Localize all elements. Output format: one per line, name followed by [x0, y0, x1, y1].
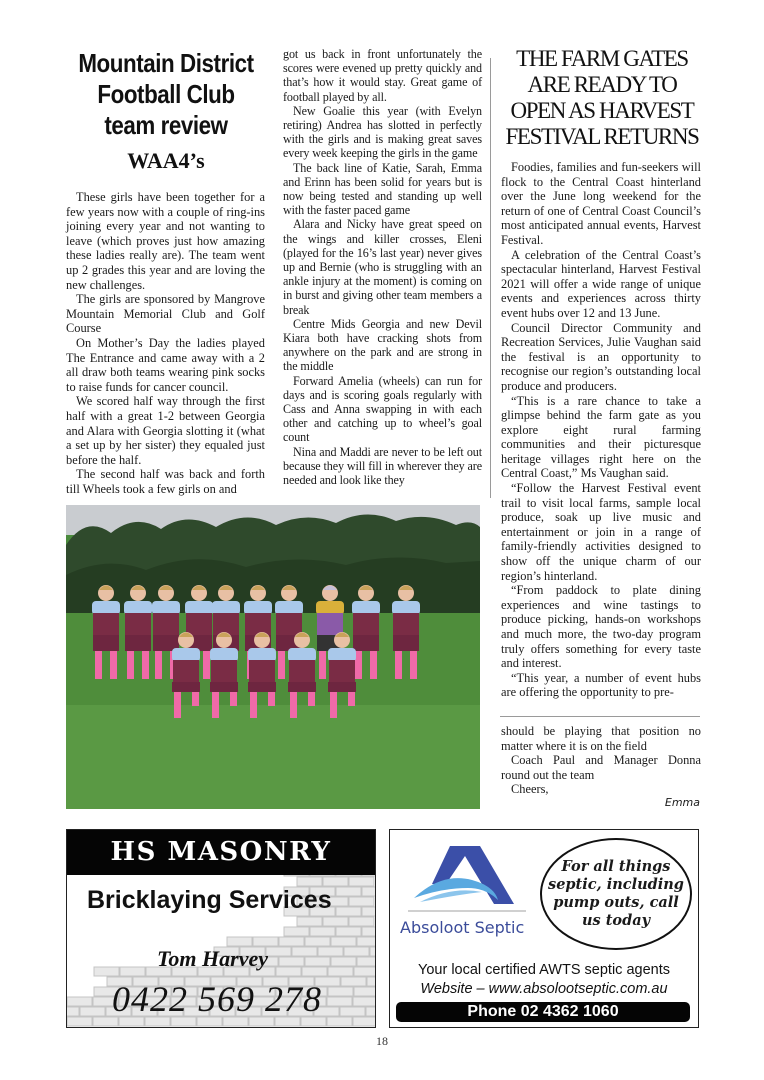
brick	[349, 897, 374, 906]
brick	[305, 957, 330, 966]
article-subhead: WAA4’s	[127, 148, 205, 173]
harvest-article-column	[501, 160, 701, 700]
paragraph: “From paddock to plate dining experiences and wine tastings to produce picking, hands-on workshops and much more, the two-day program truly offers something for every taste and interest.	[501, 583, 701, 671]
brick	[292, 947, 317, 956]
brick	[80, 1007, 105, 1016]
brick	[310, 927, 335, 936]
paragraph: “Follow the Harvest Festival event trail to visit local farms, sample local produce, soak up live music and entertainment or join in a range of family-friendly activities designed to show off the unique charm of our region’s hinterland.	[501, 481, 701, 583]
brick	[67, 997, 92, 1006]
brick	[362, 907, 375, 916]
masonry-phone[interactable]: 0422 569 278	[112, 979, 322, 1019]
brick	[353, 997, 375, 1006]
brick	[366, 1007, 375, 1016]
brick	[323, 917, 348, 926]
brick	[336, 927, 361, 936]
article-column-2	[283, 47, 482, 487]
page-number: 18	[376, 1034, 388, 1048]
paragraph: The back line of Katie, Sarah, Emma and Erinn has been solid for years but is now being tested and standing up well with the faster paced game	[283, 160, 482, 218]
paragraph: “This year, a number of event hubs are offering the opportunity to pre-	[501, 670, 701, 700]
article-headline: Mountain District Football Club team review	[78, 48, 254, 140]
brick	[305, 937, 330, 946]
brick	[354, 987, 375, 996]
paragraph: Cheers,	[511, 782, 549, 797]
brick	[276, 967, 301, 976]
brick	[284, 927, 309, 936]
brick	[323, 877, 348, 886]
paragraph: On Mother’s Day the ladies played The Entrance and came away with a 2 all draw both teams wearing pink socks to raise funds for cancer council.	[66, 335, 265, 394]
septic-speech-bubble	[540, 838, 692, 950]
brick	[302, 967, 327, 976]
brick	[94, 967, 119, 976]
column-divider	[490, 58, 491, 498]
paragraph: The girls are sponsored by Mangrove Mountain Memorial Club and Golf Course	[66, 292, 265, 336]
masonry-contact-name: Tom Harvey	[157, 946, 268, 971]
brick	[266, 947, 291, 956]
brick	[67, 1017, 92, 1026]
brick	[354, 967, 375, 976]
brick	[67, 1007, 79, 1016]
brick	[362, 927, 375, 936]
brick	[353, 1017, 375, 1026]
brick	[227, 937, 252, 946]
septic-bubble-text: For all things septic, including pump outs, call us today	[548, 858, 684, 929]
article-column-1	[66, 190, 265, 496]
paragraph: Coach Paul and Manager Donna round out the team	[501, 753, 701, 782]
brick	[341, 977, 366, 986]
paragraph: Alara and Nicky have great speed on the wings and killer crosses, Eleni (played for the 16’s last year) never gives up and Bernie (who is struggling with an ankle injury at the moment) is coming on in burst and giving other team members a break	[283, 217, 482, 317]
paragraph: should be playing that position no matter where it is on the field	[501, 724, 701, 753]
brick	[328, 967, 353, 976]
paragraph: These girls have been together for a few years now with a couple of ring-ins joining every year and not wanting to leave (which proves just how amazing these ladies really are). The team went up 2 grades this year and are loving the new challenges.	[66, 190, 265, 292]
absoloot-logo-icon	[402, 842, 532, 917]
brick	[253, 937, 278, 946]
paragraph: Council Director Community and Recreation Services, Julie Vaughan said the festival is an opportunity to recognise our region’s outstanding local produce and producers.	[501, 320, 701, 393]
author-signoff: Emma	[664, 796, 700, 809]
paragraph: Nina and Maddi are never to be left out because they will fill in wherever they are needed and look like they	[283, 444, 482, 488]
paragraph: “This is a rare chance to take a glimpse behind the farm gate as you explore eight rural farming communities and their picturesque heritage villages right here on the Central Coast,” Ms Vaughan said.	[501, 393, 701, 481]
paragraph: Centre Mids Georgia and new Devil Kiara both have cracking shots from anywhere on the park and are strong in the middle	[283, 316, 482, 374]
section-divider	[500, 716, 700, 717]
paragraph: New Goalie this year (with Evelyn retiring) Andrea has slotted in perfectly with the girls and is making great saves every week keeping the girls in the game	[283, 103, 482, 161]
septic-tagline: Your local certified AWTS septic agents	[418, 962, 670, 978]
septic-phone[interactable]: Phone 02 4362 1060	[396, 1002, 690, 1022]
brick	[349, 877, 374, 886]
brick	[370, 947, 375, 956]
paragraph: A celebration of the Central Coast’s spectacular hinterland, Harvest Festival 2021 will offer a wide range of unique events and experiences across thirty event hubs over 12 and 13 June.	[501, 247, 701, 320]
paragraph: We scored half way through the first half with a great 1-2 between Georgia and Alara with Georgia slotting it (what a set up by her sister) they equaled just before the half.	[66, 394, 265, 467]
brick	[344, 947, 369, 956]
brick	[367, 977, 375, 986]
brick	[318, 947, 343, 956]
septic-brand-name: Absoloot Septic	[400, 918, 525, 937]
paragraph: The second half was back and forth till Wheels took a few girls on and	[66, 467, 265, 496]
brick	[357, 937, 375, 946]
brick	[328, 987, 353, 996]
paragraph: got us back in front unfortunately the scores were evened up pretty quickly and that’s how it would stay. Great game of football played by all.	[283, 47, 482, 104]
brick	[297, 917, 322, 926]
brick	[331, 937, 356, 946]
brick	[279, 957, 304, 966]
brick	[349, 917, 374, 926]
article-continuation	[501, 724, 701, 797]
masonry-business-name: HS MASONRY	[67, 830, 375, 875]
brick	[340, 1007, 365, 1016]
masonry-service: Bricklaying Services	[87, 886, 332, 914]
brick	[327, 1017, 352, 1026]
paragraph: Forward Amelia (wheels) can run for days and is scoring goals regularly with Cass and Anna swapping in with each other and catching up to wheel’s goal count	[283, 373, 482, 445]
brick	[331, 957, 356, 966]
harvest-headline: THE FARM GATES ARE READY TO OPEN AS HARVEST FESTIVAL RETURNS	[505, 46, 699, 149]
brick	[120, 967, 145, 976]
brick	[357, 957, 375, 966]
masonry-advert	[66, 829, 376, 1028]
septic-advert	[389, 829, 699, 1028]
brick	[362, 887, 375, 896]
brick	[336, 887, 361, 896]
septic-website[interactable]: Website – www.absolootseptic.com.au	[420, 981, 668, 997]
brick	[327, 997, 352, 1006]
paragraph: Foodies, families and fun-seekers will flock to the Central Coast hinterland over the June long weekend for the return of one of Central Coast Council’s most anticipated annual events, Harvest Festival.	[501, 160, 701, 247]
brick	[297, 877, 322, 886]
team-photo	[66, 505, 480, 809]
brick	[336, 907, 361, 916]
brick	[279, 937, 304, 946]
